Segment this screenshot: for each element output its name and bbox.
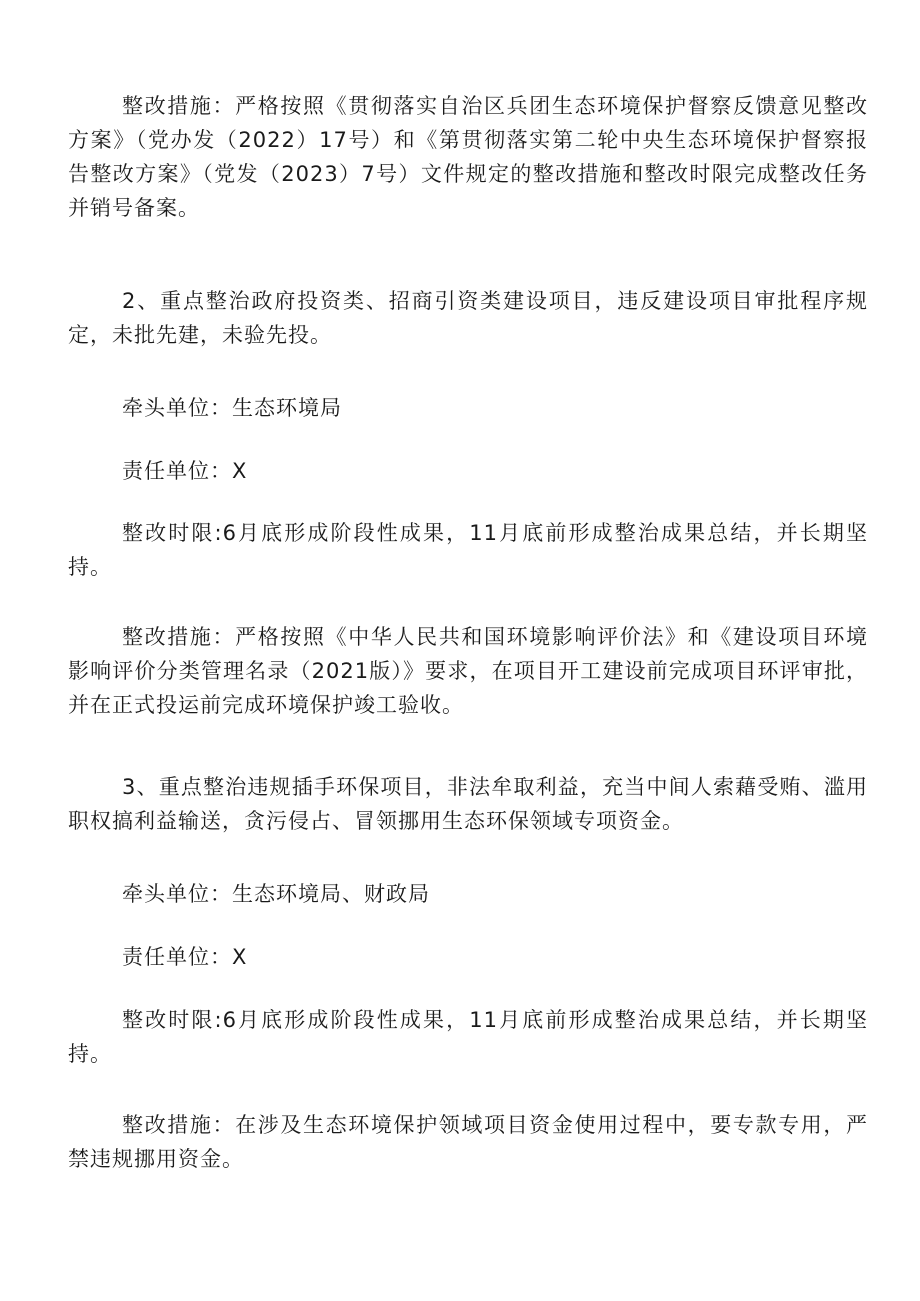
paragraph-item-2-heading: 2、重点整治政府投资类、招商引资类建设项目，违反建设项目审批程序规定，未批先建，未验先投。 — [68, 289, 868, 347]
paragraph-responsible-unit-2: 责任单位：X — [122, 459, 248, 483]
paragraph-rectification-measures-1: 整改措施：严格按照《贯彻落实自治区兵团生态环境保护督察反馈意见整改方案》（党办发（2022）17号）和《第贯彻落实第二轮中央生态环境保护督察报告整改方案》（党发（2023）7号）文件规定的整改措施和整改时限完成整改任务并销号备案。 — [68, 94, 868, 220]
paragraph-rectification-measures-3: 整改措施：在涉及生态环境保护领域项目资金使用过程中，要专款专用，严禁违规挪用资金。 — [68, 1113, 868, 1171]
paragraph-deadline-2: 整改时限:6月底形成阶段性成果，11月底前形成整治成果总结，并长期坚持。 — [68, 521, 868, 579]
paragraph-rectification-measures-2: 整改措施：严格按照《中华人民共和国环境影响评价法》和《建设项目环境影响评价分类管理名录（2021版）》要求，在项目开工建设前完成项目环评审批，并在正式投运前完成环境保护竣工验收。 — [68, 625, 868, 717]
paragraph-lead-unit-2: 牵头单位：生态环境局 — [122, 396, 342, 420]
paragraph-deadline-3: 整改时限:6月底形成阶段性成果，11月底前形成整治成果总结，并长期坚持。 — [68, 1008, 868, 1066]
paragraph-lead-unit-3: 牵头单位：生态环境局、财政局 — [122, 882, 430, 906]
paragraph-item-3-heading: 3、重点整治违规插手环保项目，非法牟取利益，充当中间人索藉受贿、滥用职权搞利益输送，贪污侵占、冒领挪用生态环保领域专项资金。 — [68, 775, 868, 833]
paragraph-responsible-unit-3: 责任单位：X — [122, 945, 248, 969]
